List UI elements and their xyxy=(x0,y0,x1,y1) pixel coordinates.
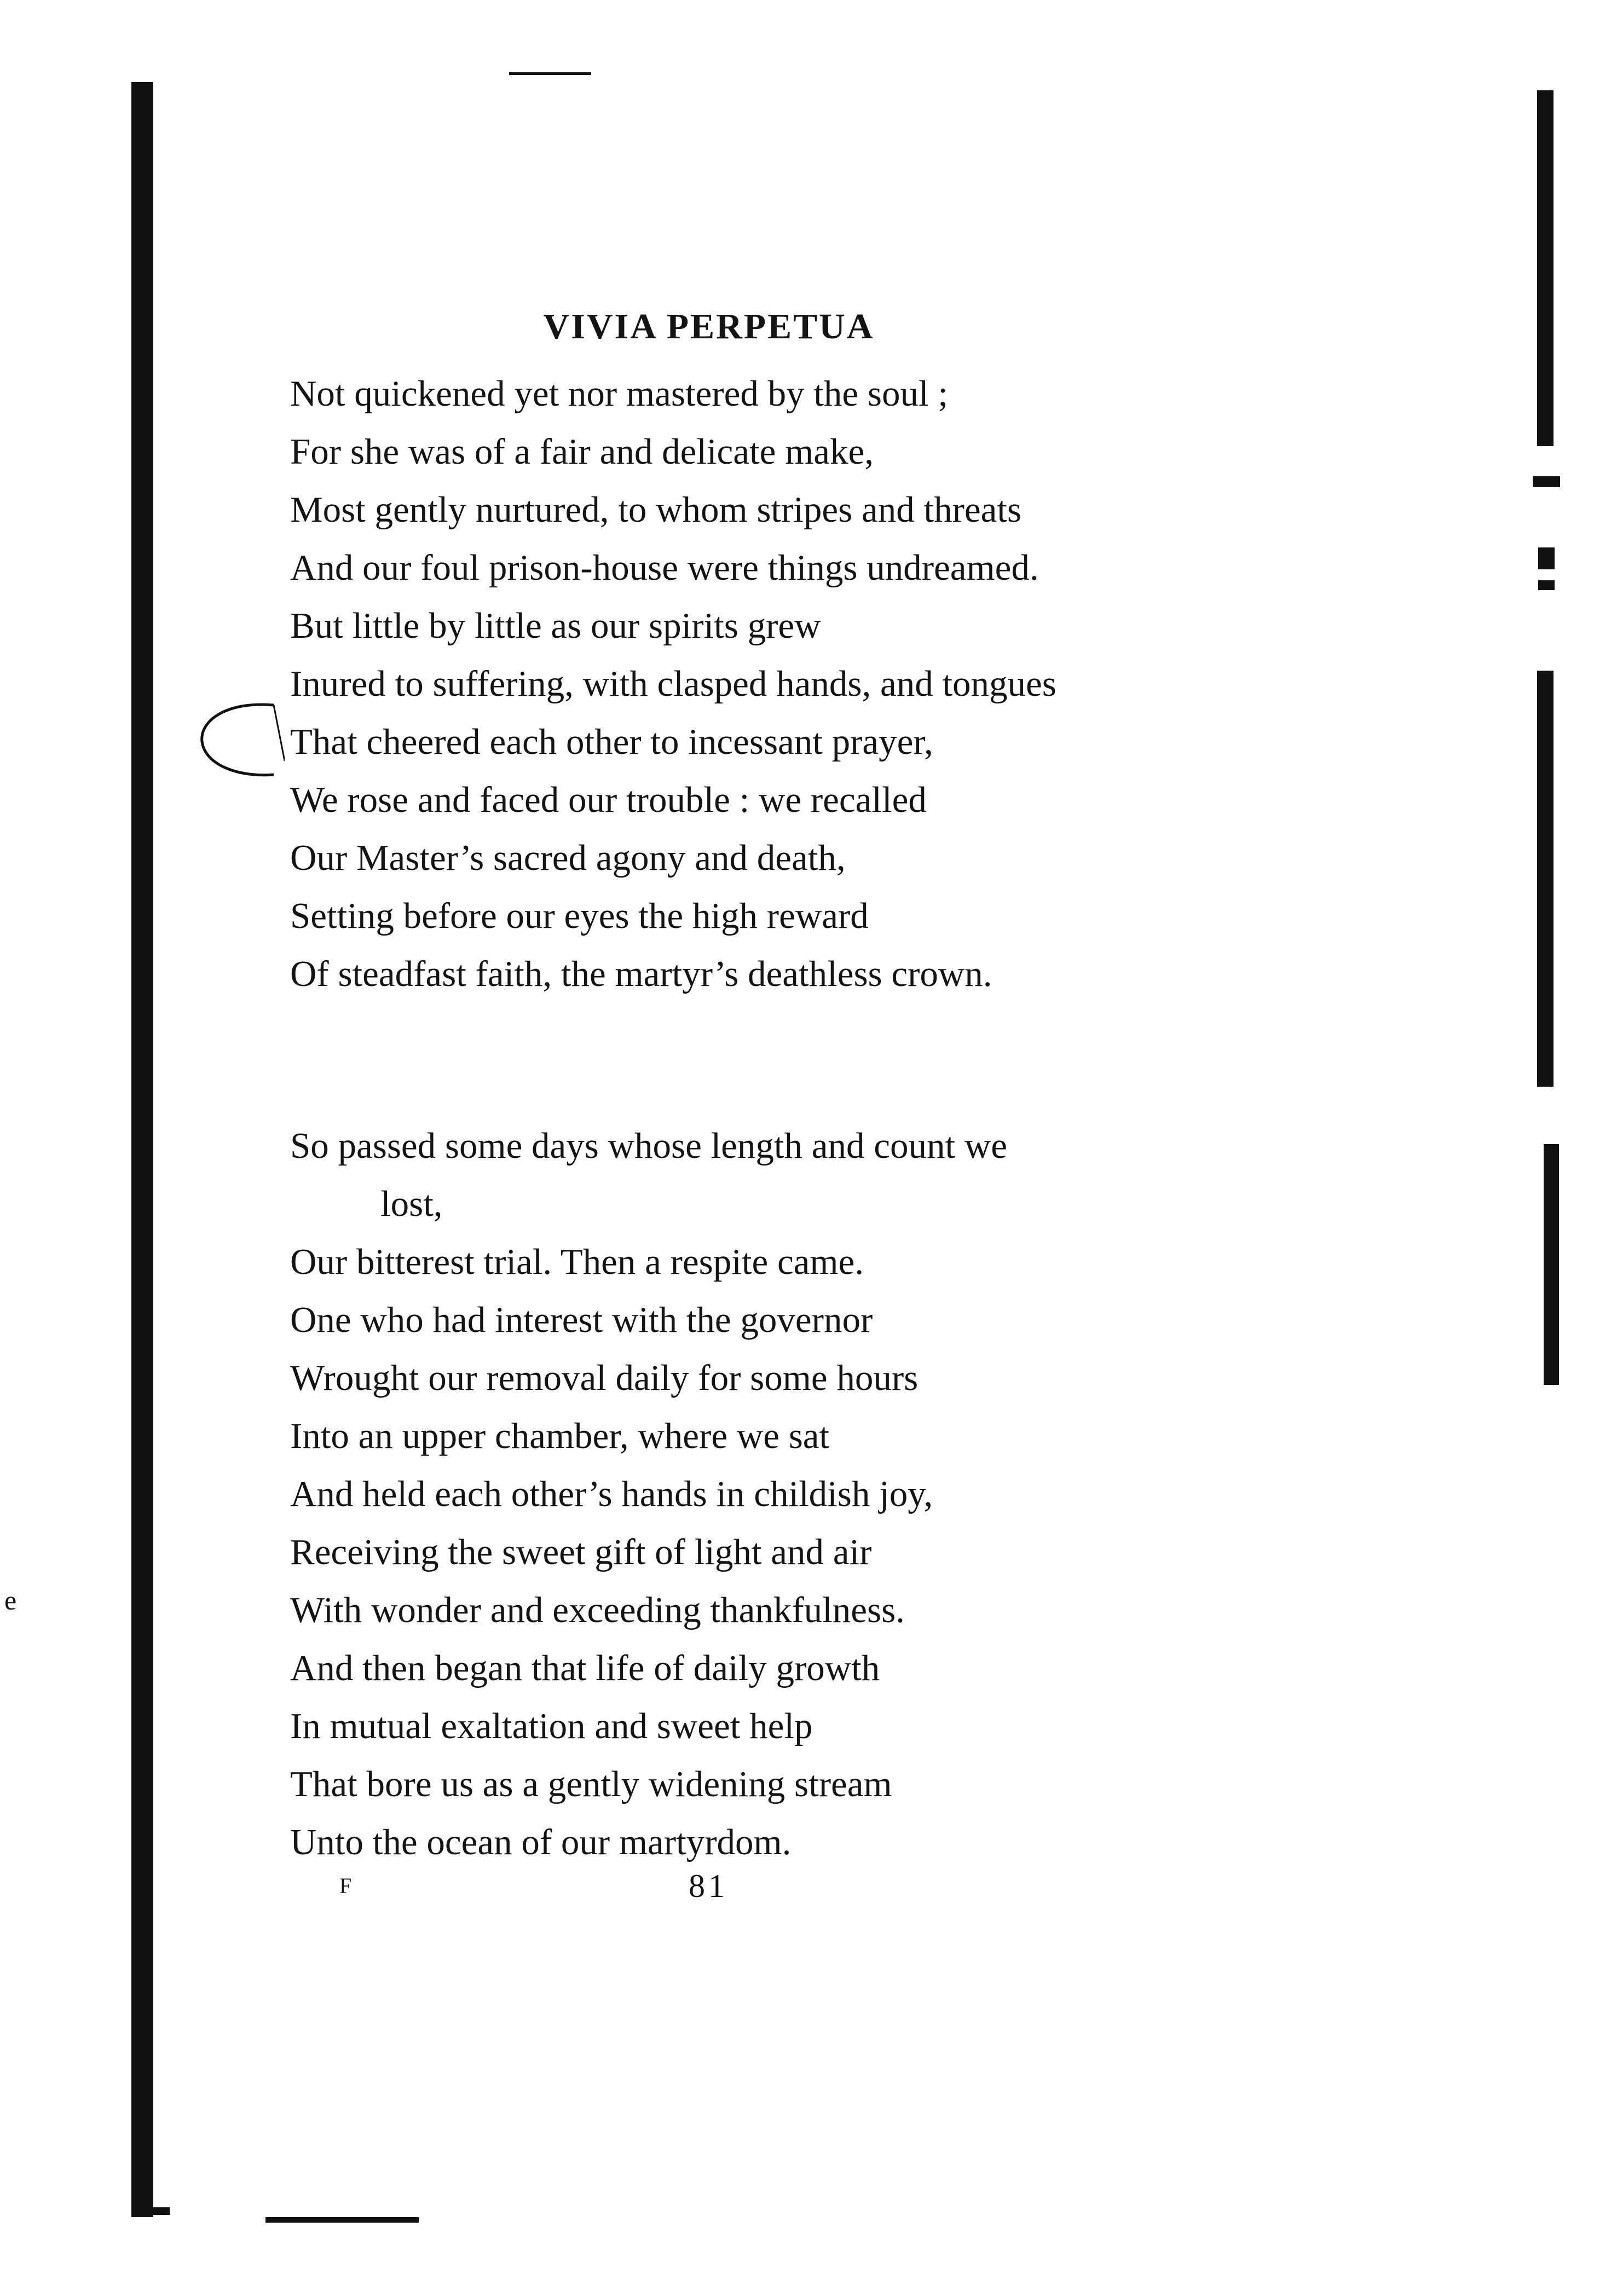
poem-line: Setting before our eyes the high reward xyxy=(290,896,869,936)
poem-line: Most gently nurtured, to whom stripes and threats xyxy=(290,489,1022,530)
poem-line: And held each other’s hands in childish joy, xyxy=(290,1474,933,1514)
margin-letter: e xyxy=(4,1585,17,1616)
poem-line: Wrought our removal daily for some hours xyxy=(290,1358,919,1398)
bottom-binding-mark xyxy=(131,2207,170,2215)
poem-line: Our Master’s sacred agony and death, xyxy=(290,838,846,878)
poem-line: That bore us as a gently widening stream xyxy=(290,1764,892,1804)
poem-line: For she was of a fair and delicate make, xyxy=(290,431,874,472)
poem-line: And our foul prison-house were things undreamed. xyxy=(290,547,1039,588)
poem-line: And then began that life of daily growth xyxy=(290,1648,880,1688)
right-edge-bar-2 xyxy=(1537,671,1554,1087)
stanza-1 xyxy=(290,365,1056,1003)
poem-line: We rose and faced our trouble : we recalled xyxy=(290,780,927,820)
ink-bracket-mark xyxy=(192,701,285,788)
right-edge-bar-3 xyxy=(1544,1144,1559,1385)
poem-line-continuation: lost, xyxy=(380,1184,443,1224)
signature-mark: F xyxy=(339,1873,352,1898)
footer-rule-artifact xyxy=(265,2217,419,2223)
right-edge-dash-1 xyxy=(1533,476,1560,487)
poem-line: Our bitterest trial. Then a respite came. xyxy=(290,1242,864,1282)
page-number: 81 xyxy=(689,1868,728,1904)
stanza-2 xyxy=(290,1117,1007,1871)
poem-line: One who had interest with the governor xyxy=(290,1300,873,1340)
poem-line: Not quickened yet nor mastered by the soul ; xyxy=(290,373,948,414)
left-binding-bar xyxy=(131,82,153,2217)
poem-line: With wonder and exceeding thankfulness. xyxy=(290,1590,905,1630)
poem-title: VIVIA PERPETUA xyxy=(543,307,875,347)
right-edge-bar-1 xyxy=(1537,90,1554,446)
poem-line: But little by little as our spirits grew xyxy=(290,605,821,646)
poem-line: In mutual exaltation and sweet help xyxy=(290,1706,813,1746)
poem-line: Of steadfast faith, the martyr’s deathless crown. xyxy=(290,954,992,994)
poem-line: Inured to suffering, with clasped hands, and tongues xyxy=(290,664,1056,704)
poem-line: Into an upper chamber, where we sat xyxy=(290,1416,830,1456)
poem-line: Unto the ocean of our martyrdom. xyxy=(290,1822,792,1862)
right-edge-dash-3 xyxy=(1538,580,1555,590)
poem-line: So passed some days whose length and count we xyxy=(290,1126,1008,1166)
top-rule-artifact xyxy=(509,72,591,75)
poem-line: Receiving the sweet gift of light and air xyxy=(290,1532,872,1572)
right-edge-dash-2 xyxy=(1538,547,1555,569)
poem-line: That cheered each other to incessant prayer, xyxy=(290,722,933,762)
